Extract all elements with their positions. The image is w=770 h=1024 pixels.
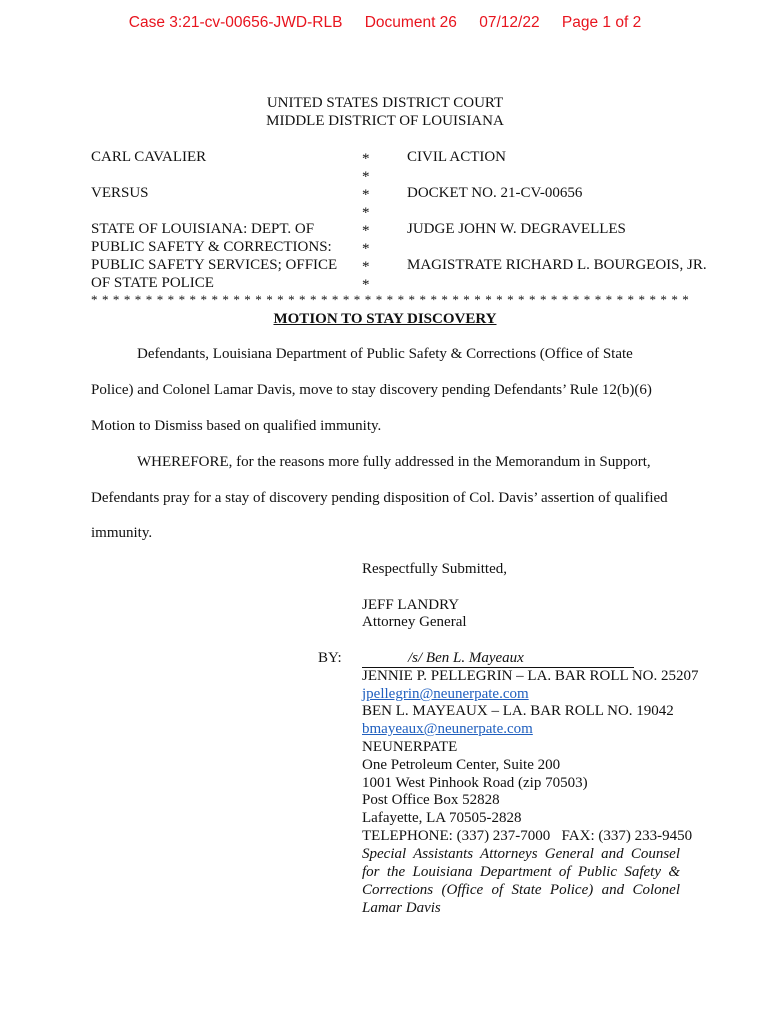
address-line: One Petroleum Center, Suite 200 — [362, 757, 561, 773]
caption-divider: * * * * * * * * * * * * * * * * * * * * * * * * * * * * * * * * * * * * * * * * * * * * * * * * * * * * * * * — [91, 292, 690, 307]
attorney-pellegrin: JENNIE P. PELLEGRIN – LA. BAR ROLL NO. 25207 — [362, 668, 699, 684]
address-line: 1001 West Pinhook Road (zip 70503) — [362, 775, 588, 791]
ecf-header-stamp — [0, 14, 770, 32]
court-name: UNITED STATES DISTRICT COURT — [266, 95, 504, 111]
docket-number: DOCKET NO. 21-CV-00656 — [407, 185, 583, 201]
email-mayeaux-link[interactable]: bmayeaux@neunerpate.com — [362, 721, 533, 737]
attorney-general-title: Attorney General — [362, 614, 467, 630]
defendant-line: STATE OF LOUISIANA: DEPT. OF — [91, 221, 315, 237]
phone-fax: TELEPHONE: (337) 237-7000 FAX: (337) 233-9450 — [362, 828, 693, 844]
caption-asterisk: * — [362, 223, 370, 239]
attorney-general-name: JEFF LANDRY — [362, 597, 460, 613]
judge-name: JUDGE JOHN W. DEGRAVELLES — [407, 221, 626, 237]
caption-asterisk: * — [362, 205, 370, 221]
defendant-line: PUBLIC SAFETY & CORRECTIONS: — [91, 239, 332, 255]
firm-name: NEUNERPATE — [362, 739, 458, 755]
counsel-role-line: for the Louisiana Department of Public Safety & — [362, 864, 680, 880]
caption-asterisk: * — [362, 187, 370, 203]
address-line: Lafayette, LA 70505-2828 — [362, 810, 522, 826]
body-line: Defendants, Louisiana Department of Public Safety & Corrections (Office of State — [137, 346, 633, 362]
versus-label: VERSUS — [91, 185, 149, 201]
caption-asterisk: * — [362, 169, 370, 185]
counsel-role-line: Lamar Davis — [362, 900, 441, 916]
court-district: MIDDLE DISTRICT OF LOUISIANA — [266, 113, 504, 129]
body-line: WHEREFORE, for the reasons more fully addressed in the Memorandum in Support, — [137, 454, 651, 470]
defendant-line: PUBLIC SAFETY SERVICES; OFFICE — [91, 257, 338, 273]
page-indicator: Page 1 of 2 — [561, 14, 642, 31]
caption-asterisk: * — [362, 241, 370, 257]
document-number: Document 26 — [364, 14, 457, 31]
caption-asterisk: * — [362, 277, 370, 293]
plaintiff-name: CARL CAVALIER — [91, 149, 207, 165]
signature-line — [362, 649, 634, 668]
magistrate-name: MAGISTRATE RICHARD L. BOURGEOIS, JR. — [407, 257, 707, 273]
closing: Respectfully Submitted, — [362, 561, 507, 577]
defendant-line: OF STATE POLICE — [91, 275, 214, 291]
caption-asterisk: * — [362, 259, 370, 275]
case-number: Case 3:21-cv-00656-JWD-RLB — [128, 14, 343, 31]
electronic-signature: /s/ Ben L. Mayeaux — [362, 649, 634, 668]
by-label: BY: — [318, 650, 342, 666]
document-title: MOTION TO STAY DISCOVERY — [273, 311, 497, 327]
email-pellegrin-link[interactable]: jpellegrin@neunerpate.com — [362, 686, 529, 702]
counsel-role-line: Special Assistants Attorneys General and Counsel — [362, 846, 680, 862]
address-line: Post Office Box 52828 — [362, 792, 500, 808]
attorney-mayeaux: BEN L. MAYEAUX – LA. BAR ROLL NO. 19042 — [362, 703, 674, 719]
caption-asterisk: * — [362, 151, 370, 167]
body-line: Defendants pray for a stay of discovery pending disposition of Col. Davis’ assertion of qualified — [91, 490, 668, 506]
civil-action-label: CIVIL ACTION — [407, 149, 507, 165]
body-line: immunity. — [91, 525, 153, 541]
filed-date: 07/12/22 — [479, 14, 540, 31]
body-line: Police) and Colonel Lamar Davis, move to stay discovery pending Defendants’ Rule 12(b)(6) — [91, 382, 652, 398]
body-line: Motion to Dismiss based on qualified immunity. — [91, 418, 382, 434]
counsel-role-line: Corrections (Office of State Police) and Colonel — [362, 882, 680, 898]
